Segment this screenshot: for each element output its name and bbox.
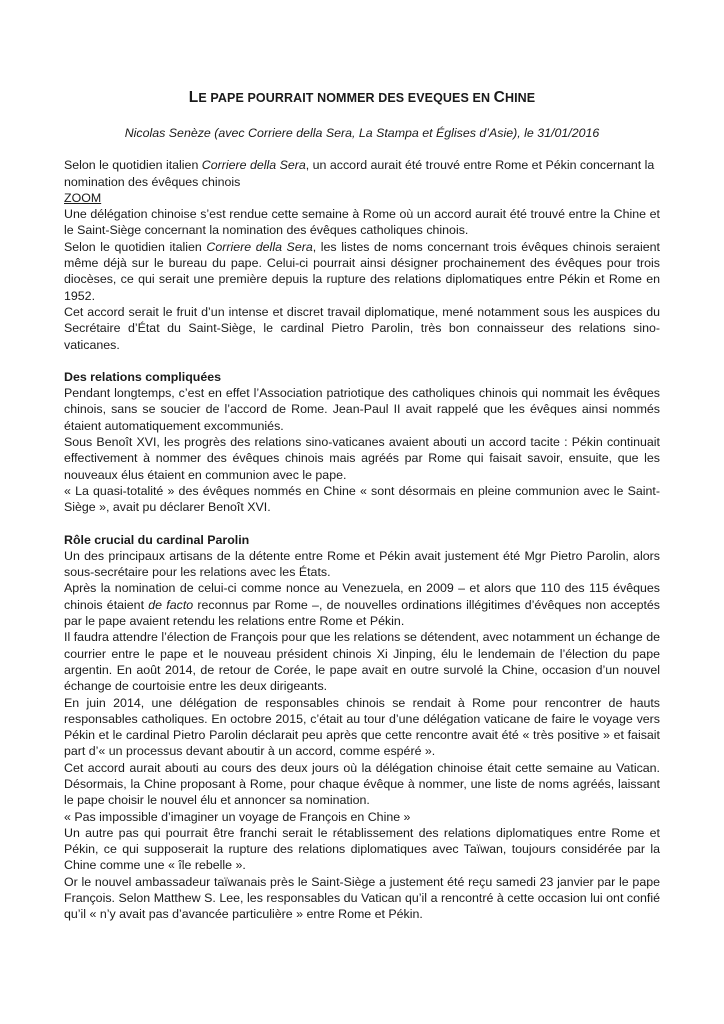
paragraph-8 bbox=[64, 580, 660, 629]
spacer bbox=[64, 353, 660, 369]
paragraph-8-italic: de facto bbox=[148, 597, 194, 612]
paragraph-9: Il faudra attendre l’élection de François pour que les relations se détendent, avec notamment un échange de courrier entre le pape et le nouveau président chinois Xi Jinping, élu le lendemain de l’élection du pape argentin. En août 2014, de retour de Corée, le pape avait en outre survolé la Chine, occasion d’un nouvel échange de courtoisie entre les deux dirigeants. bbox=[64, 630, 660, 694]
paragraph-12: « Pas impossible d’imaginer un voyage de François en Chine » bbox=[64, 809, 411, 824]
title-initial-c: C bbox=[493, 89, 505, 106]
paragraph-8-b: reconnus par Rome –, de nouvelles ordinations illégitimes d’évêques non acceptés par le pape avaient retendu les relations entre Rome et Pékin. bbox=[64, 597, 660, 629]
paragraph-3: Cet accord serait le fruit d’un intense et discret travail diplomatique, mené notamment sous les auspices du Secrétaire d’État du Saint-Siège, le cardinal Pietro Parolin, très bon connaisseur des relations sino-vaticanes. bbox=[64, 304, 660, 352]
paragraph-1: Une délégation chinoise s’est rendue cette semaine à Rome où un accord aurait été trouvé entre la Chine et le Saint-Siège concernant la nomination des évêques catholiques chinois. bbox=[64, 207, 660, 238]
paragraph-7: Un des principaux artisans de la détente entre Rome et Pékin avait justement été Mgr Pietro Parolin, alors sous-secrétaire pour les relations avec les États. bbox=[64, 548, 660, 580]
paragraph-10: En juin 2014, une délégation de responsables chinois se rendait à Rome pour rencontrer de hauts responsables catholiques. En octobre 2015, c’était au tour d’une délégation vaticane de faire le voyage vers Pékin et le cardinal Pietro Parolin déclarait peu après que cette rencontre avait été « très positive » et faisait part d’« un processus devant aboutir à un accord, comme espéré ». bbox=[64, 695, 660, 759]
section-heading-relations: Des relations compliquées bbox=[64, 369, 222, 384]
byline: Nicolas Senèze (avec Corriere della Sera, La Stampa et Églises d’Asie), le 31/01/2016 bbox=[124, 126, 600, 140]
paragraph-2-b: , les listes de noms concernant trois évêques chinois seraient même déjà sur le bureau du pape. Celui-ci pourrait ainsi désigner prochainement des évêques pour trois diocèses, ce qui serait une première depuis la rupture des relations diplomatiques entre Pékin et Rome en 1952. bbox=[64, 239, 660, 303]
spacer bbox=[64, 516, 660, 532]
lead-text-a: Selon le quotidien italien bbox=[64, 158, 202, 173]
lead-paragraph bbox=[64, 157, 660, 190]
lead-text-b: , un accord aurait été trouvé entre Rome et Pékin concernant la nomination des évêques chinois bbox=[64, 158, 655, 189]
section-heading-parolin: Rôle crucial du cardinal Parolin bbox=[64, 532, 250, 547]
paragraph-14: Or le nouvel ambassadeur taïwanais près le Saint-Siège a justement été reçu samedi 23 janvier par le pape François. Selon Matthew S. Lee, les responsables du Vatican qu’il a rencontré à cette occasion lui ont confié qu’il « n’y avait pas d’avancée particulière » entre Rome et Pékin. bbox=[64, 874, 660, 922]
paragraph-13: Un autre pas qui pourrait être franchi serait le rétablissement des relations diplomatiques entre Rome et Pékin, ce qui supposerait la rupture des relations diplomatiques avec Taïwan, toujours considérée par la Chine comme une « île rebelle ». bbox=[64, 825, 660, 873]
paragraph-8-a: Après la nomination de celui-ci comme nonce au Venezuela, en 2009 – et alors que 110 des 115 évêques chinois étaient bbox=[64, 581, 660, 612]
lead-italic: Corriere della Sera bbox=[201, 158, 306, 173]
paragraph-11: Cet accord aurait abouti au cours des deux jours où la délégation chinoise était cette semaine au Vatican. Désormais, la Chine proposant à Rome, pour chaque évêque à nommer, une liste de noms agréés, laissant le pape choisir le nouvel élu et annoncer sa nomination. bbox=[64, 760, 660, 808]
title-end: HINE bbox=[504, 91, 536, 105]
article-title bbox=[64, 88, 660, 108]
paragraph-2-italic: Corriere della Sera bbox=[206, 239, 313, 254]
title-middle: E PAPE POURRAIT NOMMER DES EVEQUES EN bbox=[198, 91, 494, 105]
paragraph-6: « La quasi-totalité » des évêques nommés en Chine « sont désormais en pleine communion avec le Saint-Siège », avait pu déclarer Benoît XVI. bbox=[64, 483, 660, 515]
title-initial: L bbox=[188, 89, 199, 106]
paragraph-2 bbox=[64, 239, 660, 304]
paragraph-5: Sous Benoît XVI, les progrès des relations sino-vaticanes avaient abouti un accord tacite : Pékin continuait effectivement à nommer des évêques chinois mais agréés par Rome qui faisait savoir, ensuite, que les nouveaux élus étaient en communion avec le pape. bbox=[64, 435, 660, 482]
paragraph-2-a: Selon le quotidien italien bbox=[64, 239, 207, 254]
zoom-label: ZOOM bbox=[64, 190, 102, 205]
paragraph-4: Pendant longtemps, c’est en effet l’Association patriotique des catholiques chinois qui nommait les évêques chinois, sans se soucier de l’accord de Rome. Jean-Paul II avait rappelé que les évêques ainsi nommés étaient automatiquement excommuniés. bbox=[64, 386, 660, 433]
document-page bbox=[64, 88, 660, 923]
